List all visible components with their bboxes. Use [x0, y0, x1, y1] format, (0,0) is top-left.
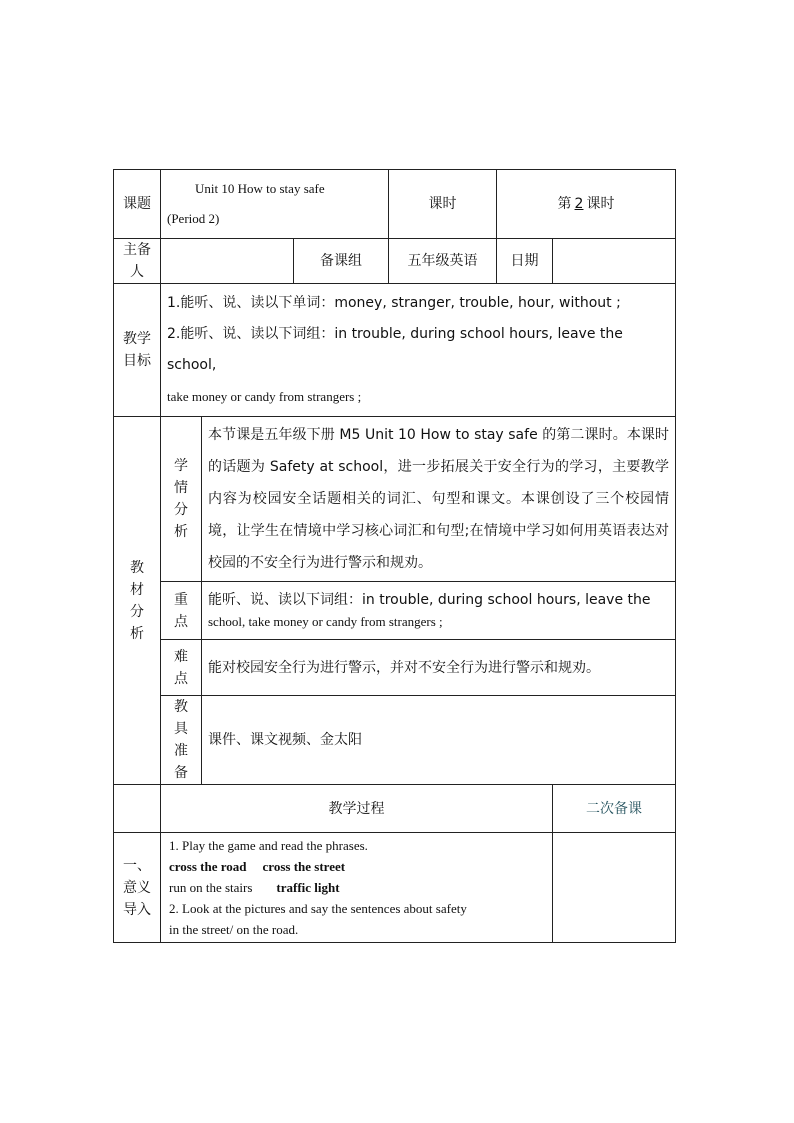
intro-label — [114, 833, 161, 943]
row-learning-analysis — [114, 417, 676, 582]
process-header-blank — [114, 785, 161, 833]
goal-line-1: 1.能听、说、读以下单词：money, stranger, trouble, hour, without ; — [167, 295, 621, 311]
analysis-label — [114, 417, 161, 785]
intro-second-prep — [553, 833, 676, 943]
intro-line-4: in the street/ on the road. — [169, 922, 299, 937]
phrase-cross-road: cross the road — [169, 859, 247, 874]
row-tools — [114, 696, 676, 785]
intro-label-line-3: 导入 — [123, 901, 151, 918]
row-difficulty — [114, 640, 676, 696]
topic-line-2: (Period 2) — [167, 211, 220, 226]
period-number: 2 — [574, 196, 584, 212]
group-label: 备课组 — [294, 239, 389, 284]
analysis-label-text: 教 材 分 析 — [130, 559, 144, 642]
second-prep-label: 二次备课 — [553, 785, 676, 833]
topic-value — [161, 170, 389, 239]
preparer-label — [114, 239, 161, 284]
period-suffix: 课时 — [586, 196, 615, 212]
goal-line-2: 2.能听、说、读以下词组：in trouble, during school hours, leave the school, — [167, 326, 623, 373]
difficulty-label-text: 难 点 — [174, 648, 188, 687]
date-value — [553, 239, 676, 284]
row-topic — [114, 170, 676, 239]
phrase-run-stairs: run on the stairs — [169, 880, 253, 895]
period-prefix: 第 — [557, 196, 572, 212]
intro-line-3: 2. Look at the pictures and say the sentences about safety — [169, 901, 467, 916]
intro-line-1: 1. Play the game and read the phrases. — [169, 838, 368, 853]
key-label-text: 重 点 — [174, 591, 188, 630]
learning-label-text: 学 情 分 析 — [174, 458, 188, 540]
intro-label-line-2: 意义 — [123, 879, 151, 896]
preparer-label-text: 主备 人 — [123, 242, 151, 280]
goals-content — [161, 284, 676, 417]
topic-line-1: Unit 10 How to stay safe — [195, 181, 325, 196]
goal-line-3: take money or candy from strangers ; — [167, 389, 362, 404]
intro-content — [161, 833, 553, 943]
difficulty-label — [161, 640, 202, 696]
goals-label — [114, 284, 161, 417]
tools-text: 课件、课文视频、金太阳 — [202, 696, 676, 785]
intro-label-line-1: 一、 — [123, 857, 151, 874]
key-content — [202, 582, 676, 640]
date-label: 日期 — [497, 239, 553, 284]
process-title: 教学过程 — [161, 785, 553, 833]
row-intro — [114, 833, 676, 943]
key-line-2: school, take money or candy from strangers ; — [208, 613, 443, 629]
lesson-plan-table — [113, 169, 676, 943]
row-process-header — [114, 785, 676, 833]
row-key-points — [114, 582, 676, 640]
tools-label — [161, 696, 202, 785]
learning-label — [161, 417, 202, 582]
learning-text: 本节课是五年级下册 M5 Unit 10 How to stay safe 的第二课时。本课时的话题为 Safety at school，进一步拓展关于安全行为的学习，主要教学内容为校园安全话题相关的词汇、句型和课文。本课创设了三个校园情境，让学生在情境中学习核心词汇和句型;在情境中学习如何用英语表达对校园的不安全行为进行警示和规劝。 — [202, 417, 676, 582]
intro-phrase-row-1 — [169, 856, 544, 877]
difficulty-text: 能对校园安全行为进行警示，并对不安全行为进行警示和规劝。 — [202, 640, 676, 696]
preparer-value — [161, 239, 294, 284]
period-value — [497, 170, 676, 239]
key-line-1: 能听、说、读以下词组：in trouble, during school hours, leave the — [208, 591, 651, 608]
tools-label-text: 教 具 准 备 — [174, 699, 188, 781]
row-preparer — [114, 239, 676, 284]
phrase-cross-street: cross the street — [262, 859, 346, 874]
key-label — [161, 582, 202, 640]
period-label: 课时 — [389, 170, 497, 239]
row-goals — [114, 284, 676, 417]
phrase-traffic-light: traffic light — [276, 880, 340, 895]
group-value: 五年级英语 — [389, 239, 497, 284]
intro-phrase-row-2 — [169, 877, 544, 898]
topic-label: 课题 — [114, 170, 161, 239]
goals-label-text: 教学 目标 — [123, 331, 151, 369]
